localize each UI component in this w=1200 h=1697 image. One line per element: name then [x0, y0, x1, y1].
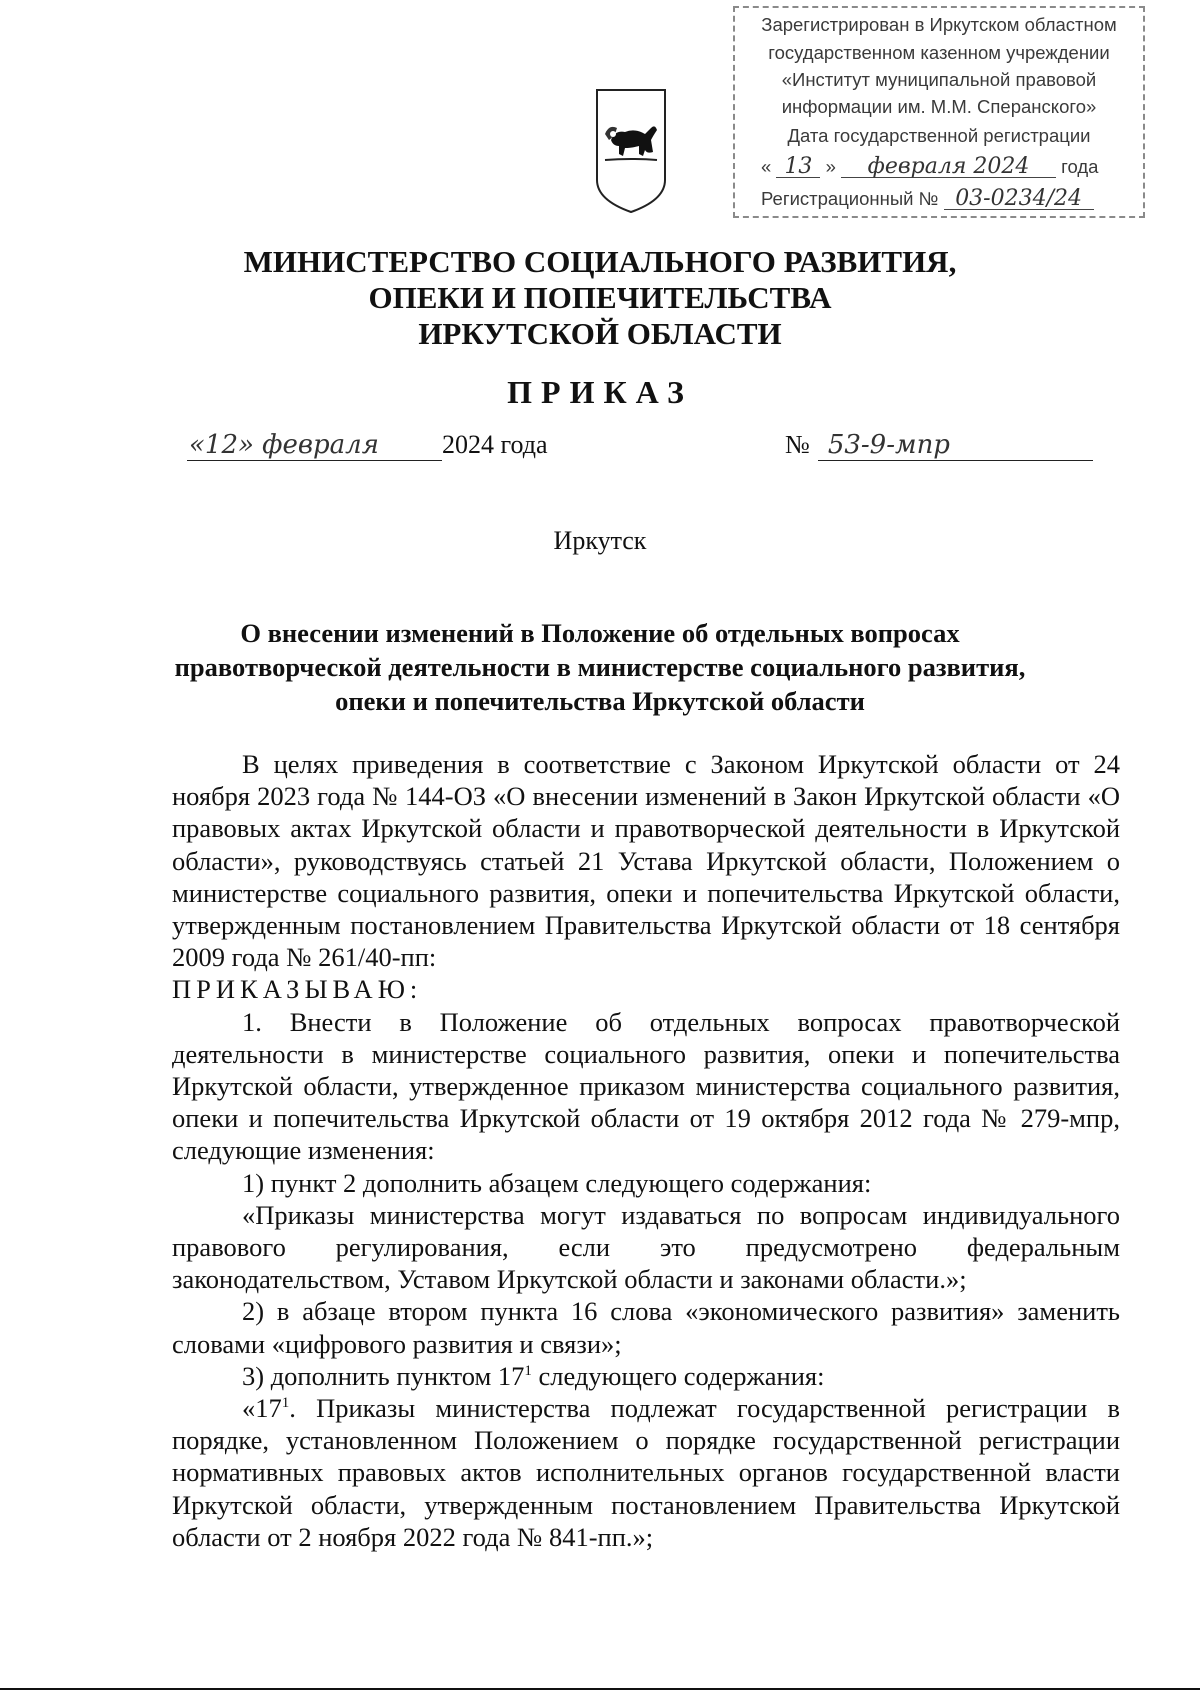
document-body: [172, 748, 1120, 1553]
stamp-line-5: Дата государственной регистрации: [787, 125, 1091, 146]
page-bottom-rule: [0, 1688, 1200, 1690]
subitem-1-quote: «Приказы министерства могут издаваться по вопросам индивидуального правового регулирования, если это предусмотрено федеральным законодательством, Уставом Иркутской области и законами области.»;: [172, 1199, 1120, 1295]
order-number-handwritten: 53-9-мпр: [818, 430, 1093, 461]
ministry-line-2: ОПЕКИ И ПОПЕЧИТЕЛЬСТВА: [368, 280, 832, 315]
order-word: ПРИКАЗЫВАЮ:: [172, 974, 423, 1005]
subitem-3-pre: 3) дополнить пунктом 17: [242, 1360, 525, 1391]
order-number: [785, 430, 1093, 461]
city: Иркутск: [553, 526, 647, 555]
title-line-2: правотворческой деятельности в министерстве социального развития,: [174, 652, 1026, 682]
registration-stamp: [733, 6, 1145, 218]
ministry-line-1: МИНИСТЕРСТВО СОЦИАЛЬНОГО РАЗВИТИЯ,: [243, 244, 957, 279]
stamp-date-day: 13: [776, 157, 820, 178]
stamp-line-3: «Институт муниципальной правовой: [781, 69, 1097, 90]
subitem-3-post: следующего содержания:: [531, 1360, 825, 1391]
stamp-reg-label: Регистрационный №: [761, 188, 939, 209]
subitem-1: 1) пункт 2 дополнить абзацем следующего содержания:: [242, 1167, 872, 1198]
title-line-1: О внесении изменений в Положение об отдельных вопросах: [240, 618, 960, 648]
order-date-year: 2024 года: [442, 430, 548, 459]
document-title: [0, 616, 1200, 718]
stamp-date-month-year: февраля 2024: [841, 157, 1056, 178]
stamp-line-4: информации им. М.М. Сперанского»: [781, 96, 1097, 117]
document-type: ПРИКАЗ: [507, 374, 693, 410]
subitem-3-quote-post: . Приказы министерства подлежат государственной регистрации в порядке, установленном Положением о порядке государственной регистрации нормативных правовых актов исполнительных органов государственной власти Иркутской области, утвержденным постановлением Правительства Иркутской области от 2 ноября 2022 года № 841-пп.»;: [172, 1393, 1120, 1552]
order-date: [187, 430, 548, 461]
stamp-line-1: Зарегистрирован в Иркутском областном: [761, 14, 1117, 35]
subitem-3: [172, 1360, 1120, 1392]
stamp-date-mid: »: [825, 156, 836, 177]
preamble: В целях приведения в соответствие с Законом Иркутской области от 24 ноября 2023 года № 144-ОЗ «О внесении изменений в Закон Иркутской области «О правовых актах Иркутской области и правотворческой деятельности в Иркутской области», руководствуясь статьей 21 Устава Иркутской области, Положением о министерстве социального развития, опеки и попечительства Иркутской области, утвержденным постановлением Правительства Иркутской области от 18 сентября 2009 года № 261/40-пп:: [172, 749, 1120, 973]
order-date-handwritten: «12» февраля: [187, 430, 442, 461]
stamp-reg-number: 03-0234/24: [944, 189, 1094, 210]
subitem-2: 2) в абзаце втором пункта 16 слова «экономического развития» заменить словами «цифрового развития и связи»;: [172, 1296, 1120, 1359]
subitem-3-quote-sup: 1: [281, 1395, 290, 1412]
item-1: 1. Внести в Положение об отдельных вопросах правотворческой деятельности в министерстве социального развития, опеки и попечительства Иркутской области, утвержденное приказом министерства социального развития, опеки и попечительства Иркутской области от 19 октября 2012 года № 279-мпр, следующие изменения:: [172, 1006, 1120, 1166]
stamp-date-line: [761, 156, 1098, 178]
subitem-3-quote: [172, 1392, 1120, 1553]
coat-of-arms-icon: [595, 88, 667, 214]
stamp-date-open: «: [761, 156, 772, 177]
subitem-3-sup: 1: [524, 1363, 532, 1380]
title-line-3: опеки и попечительства Иркутской области: [335, 686, 865, 716]
subitem-3-quote-pre: «17: [242, 1393, 282, 1424]
ministry-name: [0, 244, 1200, 352]
order-number-label: №: [785, 430, 810, 459]
stamp-reg-line: [761, 188, 1094, 210]
ministry-line-3: ИРКУТСКОЙ ОБЛАСТИ: [418, 316, 782, 351]
stamp-date-suffix: года: [1061, 156, 1099, 177]
stamp-line-2: государственном казенном учреждении: [768, 42, 1110, 63]
